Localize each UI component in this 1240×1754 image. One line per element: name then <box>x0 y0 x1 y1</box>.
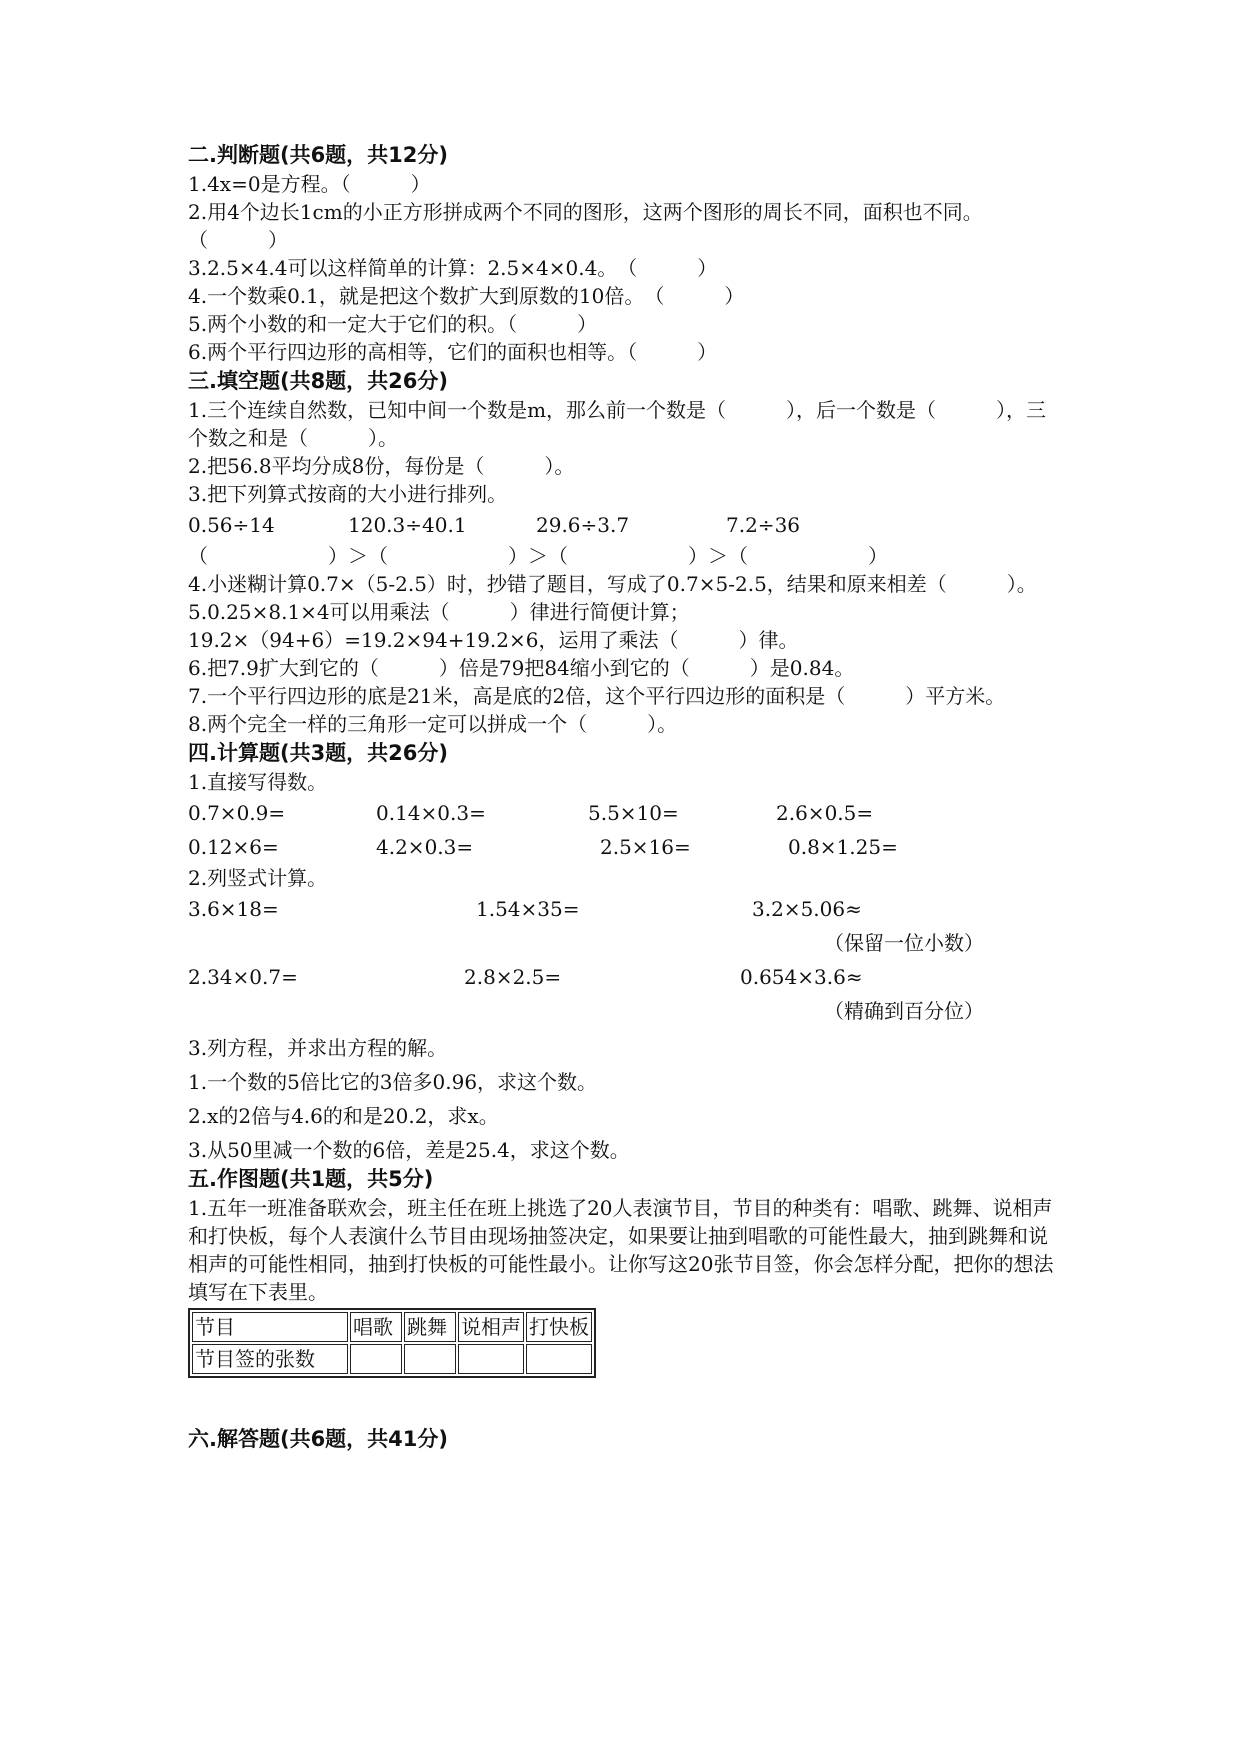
table-header-cell: 节目 <box>192 1312 348 1342</box>
calc-item-2: 2.列竖式计算。 <box>188 866 328 890</box>
fill-item-3-order-blanks: （ ）＞（ ）＞（ ）＞（ ） <box>188 544 888 568</box>
calc-item-1: 1.直接写得数。 <box>188 770 328 794</box>
answer-cell-clapper[interactable] <box>526 1344 592 1374</box>
judgement-item-5: 5.两个小数的和一定大于它们的积。（ ） <box>188 312 598 336</box>
answer-cell-singing[interactable] <box>350 1344 402 1374</box>
table-header-cell: 跳舞 <box>404 1312 456 1342</box>
fill-item-7: 7.一个平行四边形的底是21米，高是底的2倍，这个平行四边形的面积是（ ）平方米。 <box>188 684 1006 708</box>
section-answer-title: 六.解答题(共6题，共41分) <box>188 1427 449 1451</box>
fill-item-6: 6.把7.9扩大到它的（ ）倍是79把84缩小到它的（ ）是0.84。 <box>188 656 855 680</box>
expression: 0.56÷14 <box>188 513 275 537</box>
worksheet-page <box>188 140 1058 1454</box>
calc-expression: 3.2×5.06≈ <box>752 897 862 921</box>
equation-item-1: 1.一个数的5倍比它的3倍多0.96，求这个数。 <box>188 1070 598 1094</box>
fill-item-3-expressions <box>188 508 1058 542</box>
program-ticket-table <box>188 1308 596 1378</box>
calc-expression: 2.8×2.5= <box>464 965 562 989</box>
fill-item-3: 3.把下列算式按商的大小进行排列。 <box>188 482 508 506</box>
calc-expression: 2.5×16= <box>600 835 691 859</box>
fill-item-4: 4.小迷糊计算0.7×（5-2.5）时，抄错了题目，写成了0.7×5-2.5，结果和原来相差（ ）。 <box>188 572 1037 596</box>
calc-expression: 4.2×0.3= <box>376 835 474 859</box>
fill-item-5b: 19.2×（94+6）=19.2×94+19.2×6，运用了乘法（ ）律。 <box>188 628 799 652</box>
equation-item-2: 2.x的2倍与4.6的和是20.2，求x。 <box>188 1104 499 1128</box>
table-row <box>192 1344 592 1374</box>
answer-cell-dancing[interactable] <box>404 1344 456 1374</box>
fill-item-1: 1.三个连续自然数，已知中间一个数是m，那么前一个数是（ ），后一个数是（ ），三个数之和是（ ）。 <box>188 398 1047 450</box>
calc-expression: 5.5×10= <box>588 801 679 825</box>
drawing-item-1: 1.五年一班准备联欢会，班主任在班上挑选了20人表演节目，节目的种类有：唱歌、跳舞、说相声和打快板，每个人表演什么节目由现场抽签决定，如果要让抽到唱歌的可能性最大，抽到跳舞和说相声的可能性相同，抽到打快板的可能性最小。让你写这20张节目签，你会怎样分配，把你的想法填写在下表里。 <box>188 1196 1054 1304</box>
section-calc-title: 四.计算题(共3题，共26分) <box>188 741 449 765</box>
vertical-calc-note-2: （精确到百分位） <box>824 999 984 1023</box>
calc-expression: 0.654×3.6≈ <box>740 965 863 989</box>
calc-expression: 2.6×0.5= <box>776 801 874 825</box>
calc-expression: 0.8×1.25= <box>788 835 898 859</box>
vertical-calc-row-1 <box>188 892 1058 926</box>
fill-item-2: 2.把56.8平均分成8份，每份是（ ）。 <box>188 454 575 478</box>
calc-item-3: 3.列方程，并求出方程的解。 <box>188 1036 448 1060</box>
judgement-item-1: 1.4x=0是方程。（ ） <box>188 172 431 196</box>
expression: 120.3÷40.1 <box>348 513 467 537</box>
judgement-item-6: 6.两个平行四边形的高相等，它们的面积也相等。（ ） <box>188 340 718 364</box>
section-fill-title: 三.填空题(共8题，共26分) <box>188 369 449 393</box>
calc-expression: 0.7×0.9= <box>188 801 286 825</box>
calc-expression: 2.34×0.7= <box>188 965 298 989</box>
equation-item-3: 3.从50里减一个数的6倍，差是25.4，求这个数。 <box>188 1138 630 1162</box>
judgement-item-4: 4.一个数乘0.1，就是把这个数扩大到原数的10倍。 （ ） <box>188 284 745 308</box>
fill-item-8: 8.两个完全一样的三角形一定可以拼成一个（ ）。 <box>188 712 678 736</box>
judgement-item-3: 3.2.5×4.4可以这样简单的计算：2.5×4×0.4。 （ ） <box>188 256 718 280</box>
direct-calc-row-2 <box>188 830 1058 864</box>
section-judgement-title: 二.判断题(共6题，共12分) <box>188 143 449 167</box>
expression: 7.2÷36 <box>726 513 801 537</box>
judgement-item-2: 2.用4个边长1cm的小正方形拼成两个不同的图形，这两个图形的周长不同，面积也不同。（ ） <box>188 200 983 252</box>
vertical-calc-note-1: （保留一位小数） <box>824 931 984 955</box>
section-drawing-title: 五.作图题(共1题，共5分) <box>188 1167 434 1191</box>
direct-calc-row-1 <box>188 796 1058 830</box>
calc-expression: 0.14×0.3= <box>376 801 486 825</box>
table-row-label: 节目签的张数 <box>192 1344 348 1374</box>
table-header-row <box>192 1312 592 1342</box>
calc-expression: 3.6×18= <box>188 897 279 921</box>
table-header-cell: 唱歌 <box>350 1312 402 1342</box>
table-header-cell: 说相声 <box>458 1312 524 1342</box>
table-header-cell: 打快板 <box>526 1312 592 1342</box>
expression: 29.6÷3.7 <box>536 513 630 537</box>
calc-expression: 1.54×35= <box>476 897 580 921</box>
vertical-calc-row-2 <box>188 960 1058 994</box>
fill-item-5a: 5.0.25×8.1×4可以用乘法（ ）律进行简便计算； <box>188 600 690 624</box>
answer-cell-crosstalk[interactable] <box>458 1344 524 1374</box>
calc-expression: 0.12×6= <box>188 835 279 859</box>
